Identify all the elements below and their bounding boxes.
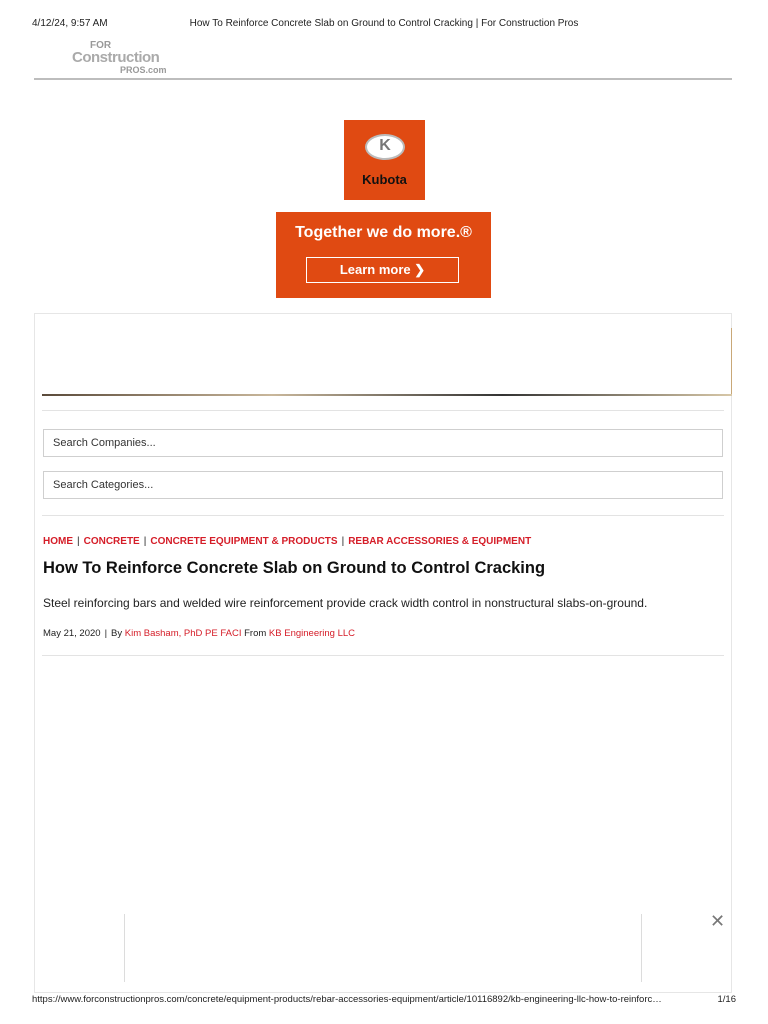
search-top-divider bbox=[42, 410, 724, 411]
breadcrumb-separator: | bbox=[77, 536, 80, 547]
search-categories-input[interactable]: Search Categories... bbox=[43, 471, 723, 499]
breadcrumb-concrete[interactable]: CONCRETE bbox=[83, 536, 140, 547]
article-dek: Steel reinforcing bars and welded wire reinforcement provide crack width control in nonstructural slabs-on-ground. bbox=[43, 596, 648, 610]
print-document-title: How To Reinforce Concrete Slab on Ground to Control Cracking | For Construction Pros bbox=[189, 18, 579, 29]
logo-line-pros: PROS.com bbox=[120, 65, 167, 75]
logo-line-construction: Construction bbox=[72, 49, 160, 66]
print-header bbox=[32, 18, 736, 32]
header-divider bbox=[34, 78, 732, 80]
breadcrumb-separator: | bbox=[143, 536, 147, 547]
print-url: https://www.forconstructionpros.com/concrete/equipment-products/rebar-accessories-equipment/article/10116892/kb-engineering-llc-how-to-reinforc… bbox=[32, 994, 662, 1005]
breadcrumb-home[interactable]: HOME bbox=[43, 536, 73, 547]
ad-brand-name: Kubota bbox=[362, 172, 407, 187]
article-title: How To Reinforce Concrete Slab on Ground to Control Cracking bbox=[43, 559, 546, 577]
kubota-emblem-icon bbox=[365, 134, 405, 160]
hero-image-edge bbox=[731, 328, 732, 396]
emblem-letter: K bbox=[379, 137, 391, 154]
breadcrumb-concrete-equipment[interactable]: CONCRETE EQUIPMENT & PRODUCTS bbox=[150, 536, 338, 547]
byline-divider: | bbox=[104, 628, 108, 639]
site-logo[interactable] bbox=[72, 40, 172, 74]
article-byline bbox=[43, 628, 355, 639]
content-frame bbox=[34, 313, 732, 993]
ad-tagline: Together we do more.® bbox=[295, 224, 472, 241]
author-link[interactable]: Kim Basham, PhD PE FACI bbox=[124, 628, 242, 639]
breadcrumb-separator: | bbox=[341, 536, 345, 547]
company-link[interactable]: KB Engineering LLC bbox=[268, 628, 356, 639]
ad-learn-more-button[interactable]: Learn more ❯ bbox=[306, 257, 459, 283]
byline-by-label: By bbox=[111, 628, 123, 639]
print-datetime: 4/12/24, 9:57 AM bbox=[32, 18, 108, 29]
search-companies-input[interactable]: Search Companies... bbox=[43, 429, 723, 457]
byline-from-label: From bbox=[244, 628, 267, 639]
close-icon[interactable]: ✕ bbox=[710, 911, 726, 931]
print-page-number: 1/16 bbox=[717, 994, 736, 1005]
breadcrumb-rebar-accessories[interactable]: REBAR ACCESSORIES & EQUIPMENT bbox=[348, 536, 532, 547]
byline-divider-rule bbox=[42, 655, 724, 656]
ad-brand-logo[interactable] bbox=[344, 120, 425, 200]
article-date: May 21, 2020 bbox=[43, 628, 101, 639]
sticky-ad-right-edge bbox=[641, 914, 642, 982]
search-bottom-divider bbox=[42, 515, 724, 516]
ad-banner[interactable] bbox=[276, 212, 491, 298]
sticky-ad-left-edge bbox=[124, 914, 125, 982]
breadcrumb bbox=[43, 536, 531, 547]
hero-image-strip bbox=[42, 394, 732, 396]
logo-line-for: FOR bbox=[90, 40, 112, 51]
